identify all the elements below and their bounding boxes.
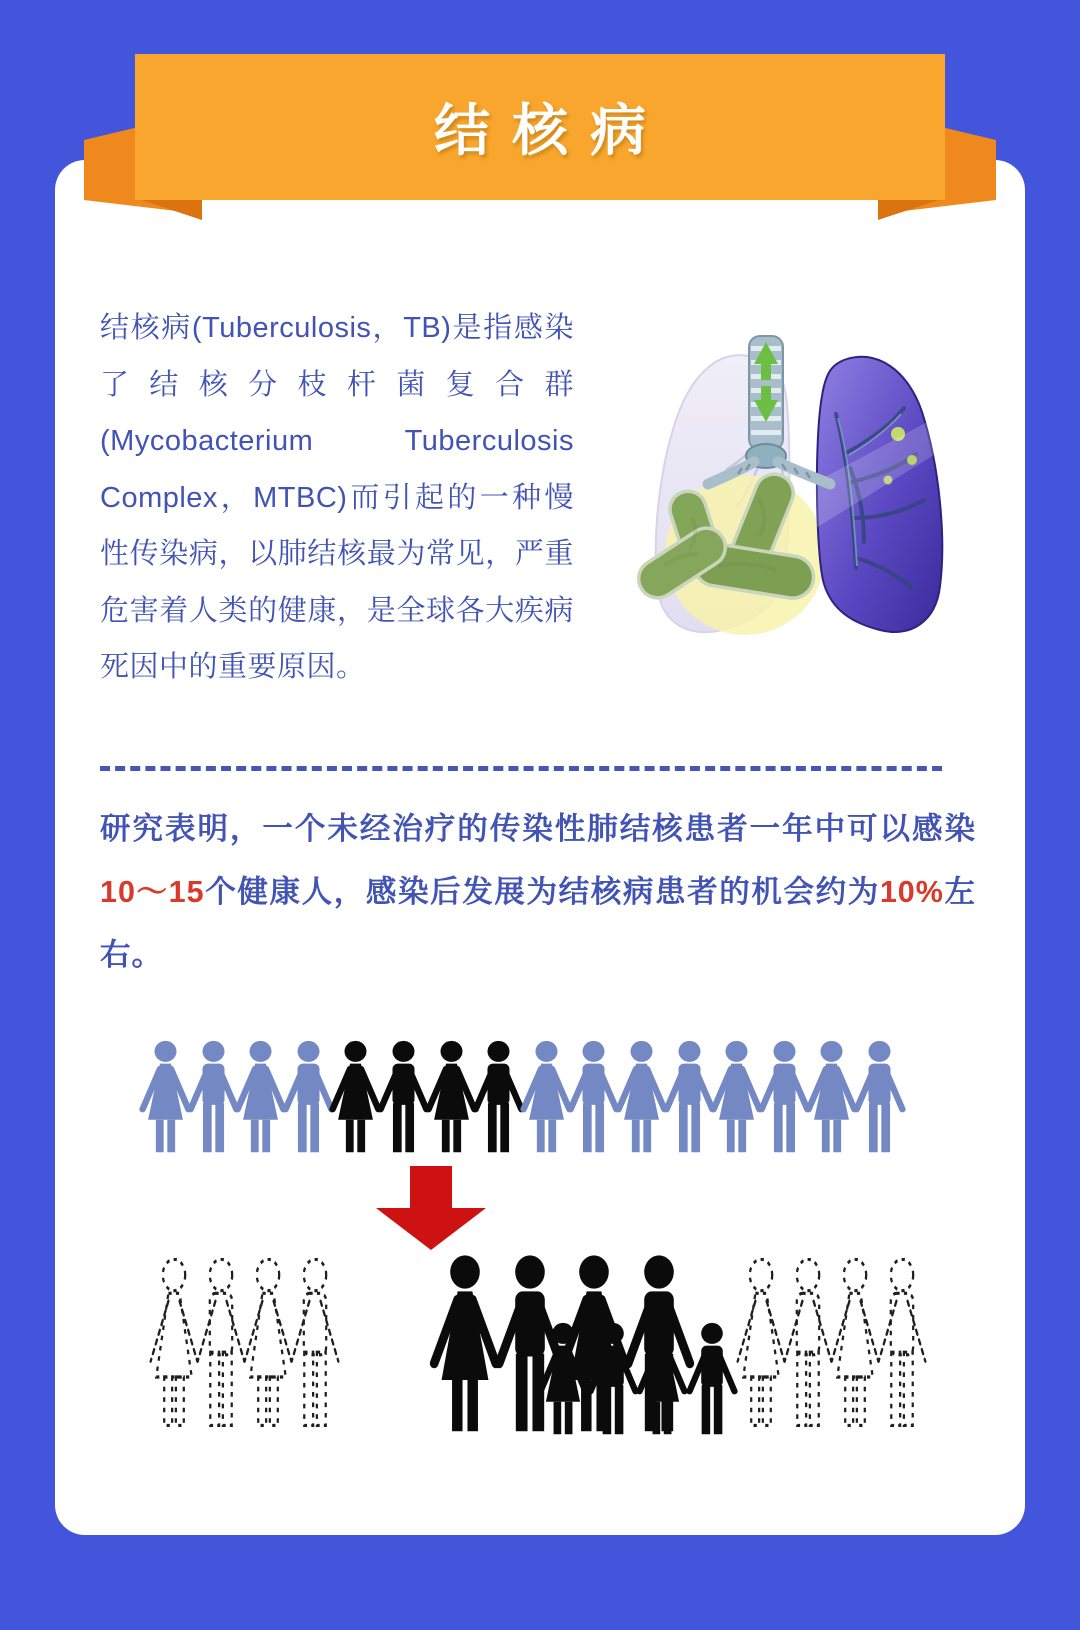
down-arrow-icon [376, 1166, 486, 1250]
stat-segment-blue: 研究表明，一个未经治疗的传染性肺结核患者一年中可以感染 [100, 812, 976, 846]
stat-segment-blue: 左右。 [100, 875, 977, 972]
stat-segment-blue: 个健康人，感染后发展为结核病患者的机会约为 [204, 875, 880, 909]
page-title: 结核病 [434, 99, 668, 162]
stat-segment-red: 10% [879, 875, 944, 909]
lungs-illustration [598, 322, 994, 658]
stat-segment-red: 10～15 [100, 875, 205, 909]
intro-paragraph: 结核病(Tuberculosis，TB)是指感染了结核分枝杆菌复合群(Mycobacterium Tuberculosis Complex，MTBC)而引起的一种慢性传染病，以肺结核最为常见，严重危害着人类的健康，是全球各大疾病死因中的重要原因。 [100, 312, 574, 683]
stat-text [100, 798, 976, 987]
dashed-divider [100, 766, 942, 771]
